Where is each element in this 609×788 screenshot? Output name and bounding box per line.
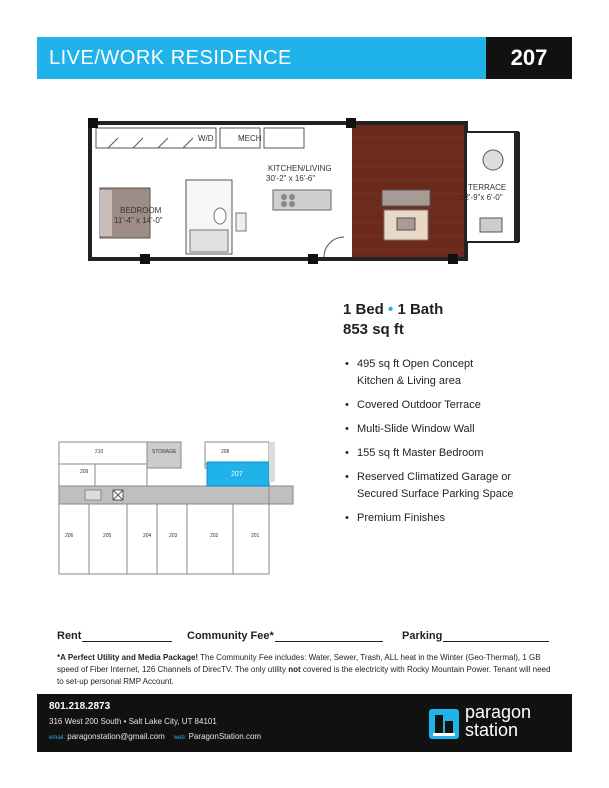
unit-details bbox=[343, 300, 583, 534]
logo-text-station: station bbox=[465, 720, 519, 740]
square-footage: 853 sq ft bbox=[343, 321, 404, 338]
parking-label: Parking bbox=[402, 630, 443, 642]
separator-dot: • bbox=[388, 301, 394, 318]
unit-202-label: 202 bbox=[210, 533, 219, 539]
phone-number: 801.218.2873 bbox=[49, 701, 111, 712]
bedroom-label: BEDROOM bbox=[120, 206, 162, 215]
unit-205-label: 205 bbox=[103, 533, 112, 539]
page-title: LIVE/WORK RESIDENCE bbox=[49, 46, 292, 69]
floor-plan bbox=[88, 118, 526, 264]
parking-field bbox=[402, 630, 549, 642]
storage-label: STORAGE bbox=[152, 449, 177, 455]
logo-mark-icon bbox=[427, 703, 461, 743]
unit-203-box bbox=[157, 504, 187, 574]
note-lead: *A Perfect Utility and Media Package! bbox=[57, 653, 199, 662]
unit-208-box bbox=[205, 442, 269, 464]
unit-207-label: 207 bbox=[231, 471, 243, 478]
unit-205-box bbox=[89, 504, 127, 574]
unit-204-label: 204 bbox=[143, 533, 152, 539]
bath-count: 1 Bath bbox=[397, 301, 444, 318]
page-header bbox=[37, 37, 572, 79]
feature-item: • 155 sq ft Master Bedroom bbox=[343, 445, 583, 462]
mech-label: MECH bbox=[238, 134, 262, 143]
toilet-icon bbox=[214, 208, 226, 224]
unit-number: 207 bbox=[486, 37, 572, 79]
unit-209-box bbox=[59, 464, 95, 486]
rent-blank bbox=[82, 630, 172, 642]
bedroom-dims: 11'-4" x 14'-0" bbox=[114, 216, 163, 225]
community-fee-field bbox=[187, 630, 383, 642]
rent-label: Rent bbox=[57, 630, 82, 642]
feature-item: • Premium Finishes bbox=[343, 510, 583, 527]
kitchen-dims: 30'-2" x 16'-6" bbox=[266, 174, 316, 183]
community-fee-label: Community Fee* bbox=[187, 630, 274, 642]
feature-item: • Covered Outdoor Terrace bbox=[343, 397, 583, 414]
email-label: email: bbox=[49, 735, 66, 741]
site-plan bbox=[55, 438, 295, 586]
unit-204-box bbox=[127, 504, 157, 574]
terrace-label: TERRACE bbox=[468, 183, 507, 192]
email-link[interactable]: paragonstation@gmail.com bbox=[67, 732, 165, 741]
feature-list bbox=[343, 356, 583, 527]
unit-210-label: 210 bbox=[95, 449, 104, 455]
feature-item: • 495 sq ft Open Concept Kitchen & Living area bbox=[343, 356, 583, 390]
terrace-table-icon bbox=[483, 150, 503, 170]
page-footer bbox=[37, 694, 572, 752]
fee-line bbox=[57, 630, 557, 646]
unit-208-label: 208 bbox=[221, 449, 230, 455]
rent-field bbox=[57, 630, 172, 642]
sofa-icon bbox=[382, 190, 430, 206]
kitchen-label: KITCHEN/LIVING bbox=[268, 164, 332, 173]
feature-item: • Reserved Climatized Garage or Secured Surface Parking Space bbox=[343, 469, 583, 503]
note-text-1: The Community Fee includes: Water, Sewer, Trash, ALL heat in the Winter (Geo-Thermal), 1 GB speed of Fiber Internet, 126 Channels of DirecTV. The only utility bbox=[57, 653, 541, 674]
contact-line bbox=[49, 732, 261, 741]
logo-text-paragon: paragon bbox=[465, 702, 532, 722]
note-not: not bbox=[288, 665, 301, 674]
utility-note bbox=[57, 652, 557, 688]
unit-209-label: 209 bbox=[80, 469, 89, 475]
unit-201-box bbox=[233, 504, 269, 574]
header-title-bar bbox=[37, 37, 486, 79]
paragon-station-logo bbox=[427, 702, 567, 744]
feature-item: • Multi-Slide Window Wall bbox=[343, 421, 583, 438]
unit-201-label: 201 bbox=[251, 533, 260, 539]
web-label: web: bbox=[173, 735, 187, 741]
unit-206-label: 206 bbox=[65, 533, 74, 539]
unit-206-box bbox=[59, 504, 89, 574]
unit-203-label: 203 bbox=[169, 533, 178, 539]
terrace-chair-icon bbox=[480, 218, 502, 232]
bathtub-icon bbox=[190, 230, 228, 252]
unit-202-box bbox=[187, 504, 233, 574]
bed-count: 1 Bed bbox=[343, 301, 384, 318]
note-text-2: covered is the electricity with Rocky Mountain Power. Tenant will need to set-up personal RMP Account. bbox=[57, 665, 551, 686]
bed-bath-line bbox=[343, 300, 583, 320]
terrace-dims: 12'-9"x 6'-0" bbox=[460, 193, 503, 202]
storage-box bbox=[147, 442, 181, 468]
parking-blank bbox=[443, 630, 549, 642]
web-link[interactable]: ParagonStation.com bbox=[188, 732, 262, 741]
kitchen-island bbox=[273, 190, 331, 210]
community-fee-blank bbox=[275, 630, 383, 642]
street-address: 316 West 200 South • Salt Lake City, UT 84101 bbox=[49, 717, 217, 726]
wd-label: W/D bbox=[198, 134, 214, 143]
